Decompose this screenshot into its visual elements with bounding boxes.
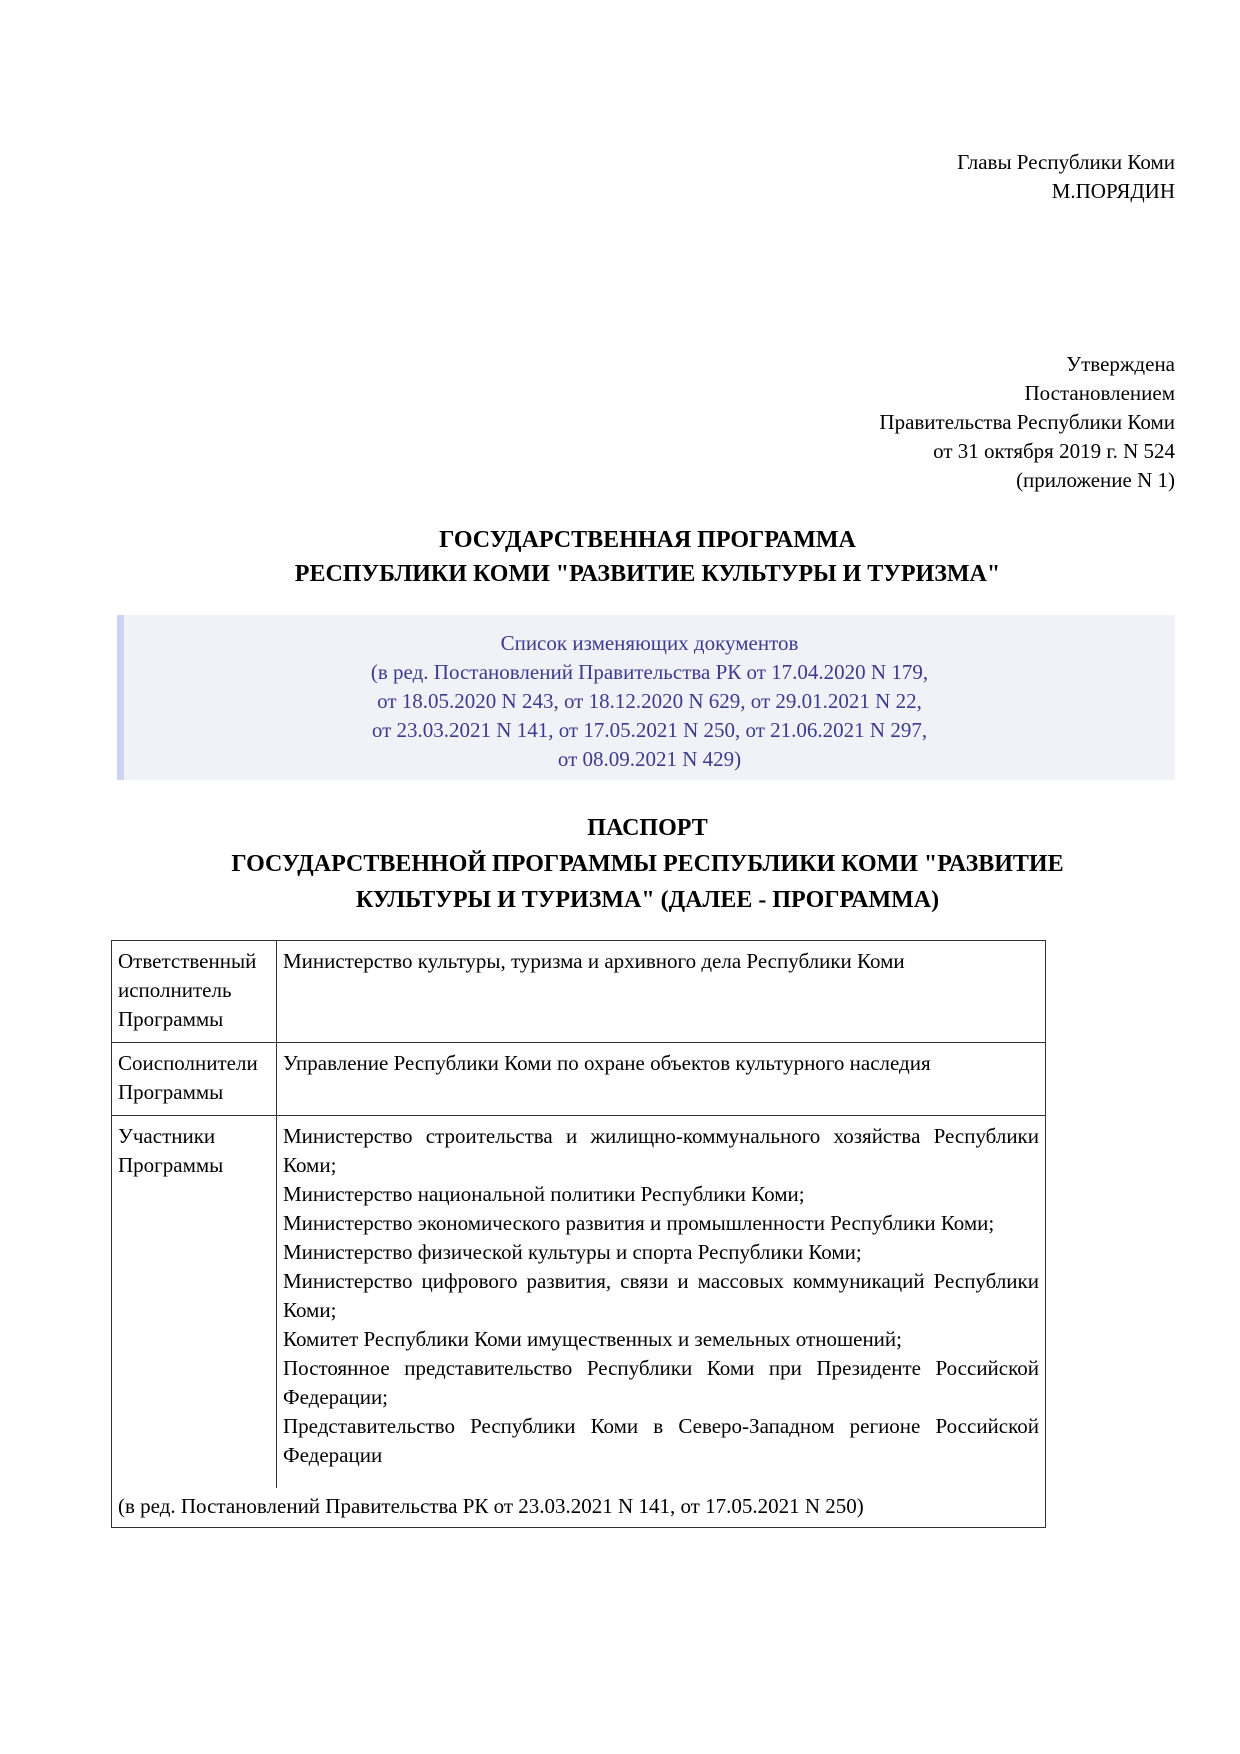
participant-item: Министерство цифрового развития, связи и массовых коммуникаций Республики Коми;: [283, 1269, 1039, 1322]
row-value-co-executors: Управление Республики Коми по охране объектов культурного наследия: [277, 1043, 1046, 1116]
passport-table: [111, 940, 1046, 1528]
amendment-line[interactable]: (в ред. Постановлений Правительства РК от 17.04.2020 N 179,: [370, 660, 929, 684]
approval-line: (приложение N 1): [1016, 468, 1175, 492]
row-label-participants: Участники Программы: [112, 1116, 277, 1489]
passport-title-line: КУЛЬТУРЫ И ТУРИЗМА" (ДАЛЕЕ - ПРОГРАММА): [355, 887, 940, 913]
participant-item: Министерство строительства и жилищно-коммунального хозяйства Республики Коми;: [283, 1124, 1039, 1177]
approval-line: Утверждена: [1066, 352, 1175, 376]
approval-line: от 31 октября 2019 г. N 524: [933, 439, 1175, 463]
amendment-line[interactable]: от 08.09.2021 N 429): [557, 747, 742, 771]
approval-line: Постановлением: [1024, 381, 1175, 405]
approval-line: Правительства Республики Коми: [879, 410, 1175, 434]
passport-title: [120, 810, 1175, 918]
signature-position: Главы Республики Коми: [957, 150, 1175, 174]
program-title-line: РЕСПУБЛИКИ КОМИ "РАЗВИТИЕ КУЛЬТУРЫ И ТУРИЗМА": [294, 561, 1001, 587]
signature-name: М.ПОРЯДИН: [1051, 179, 1175, 203]
row-value-responsible: Министерство культуры, туризма и архивного дела Республики Коми: [277, 941, 1046, 1043]
table-row: [112, 941, 1046, 1043]
amendments-heading: Список изменяющих документов: [500, 631, 799, 655]
row-label-co-executors: Соисполнители Программы: [112, 1043, 277, 1116]
passport-title-line: ГОСУДАРСТВЕННОЙ ПРОГРАММЫ РЕСПУБЛИКИ КОМИ "РАЗВИТИЕ: [231, 851, 1064, 877]
program-title-line: ГОСУДАРСТВЕННАЯ ПРОГРАММА: [439, 527, 856, 553]
participant-item: Постоянное представительство Республики Коми при Президенте Российской Федерации;: [283, 1356, 1039, 1409]
amendments-box: [117, 615, 1175, 780]
table-row: [112, 1488, 1046, 1528]
amendment-line[interactable]: от 18.05.2020 N 243, от 18.12.2020 N 629, от 29.01.2021 N 22,: [377, 689, 922, 713]
passport-title-line: ПАСПОРТ: [587, 815, 708, 841]
participant-item: Министерство экономического развития и промышленности Республики Коми;: [283, 1211, 995, 1235]
participant-item: Представительство Республики Коми в Северо-Западном регионе Российской Федерации: [283, 1414, 1039, 1467]
row-value-participants: [277, 1116, 1046, 1489]
signature-block: [957, 148, 1175, 206]
row-label-responsible: Ответственный исполнитель Программы: [112, 941, 277, 1043]
amendment-line[interactable]: от 23.03.2021 N 141, от 17.05.2021 N 250, от 21.06.2021 N 297,: [371, 718, 928, 742]
approval-block: [879, 350, 1175, 495]
participant-item: Министерство физической культуры и спорта Республики Коми;: [283, 1240, 862, 1264]
participant-item: Комитет Республики Коми имущественных и земельных отношений;: [283, 1327, 902, 1351]
program-title: [120, 523, 1175, 591]
participant-item: Министерство национальной политики Республики Коми;: [283, 1182, 805, 1206]
table-row: [112, 1043, 1046, 1116]
table-note[interactable]: (в ред. Постановлений Правительства РК от 23.03.2021 N 141, от 17.05.2021 N 250): [112, 1488, 1046, 1528]
table-row: [112, 1116, 1046, 1489]
